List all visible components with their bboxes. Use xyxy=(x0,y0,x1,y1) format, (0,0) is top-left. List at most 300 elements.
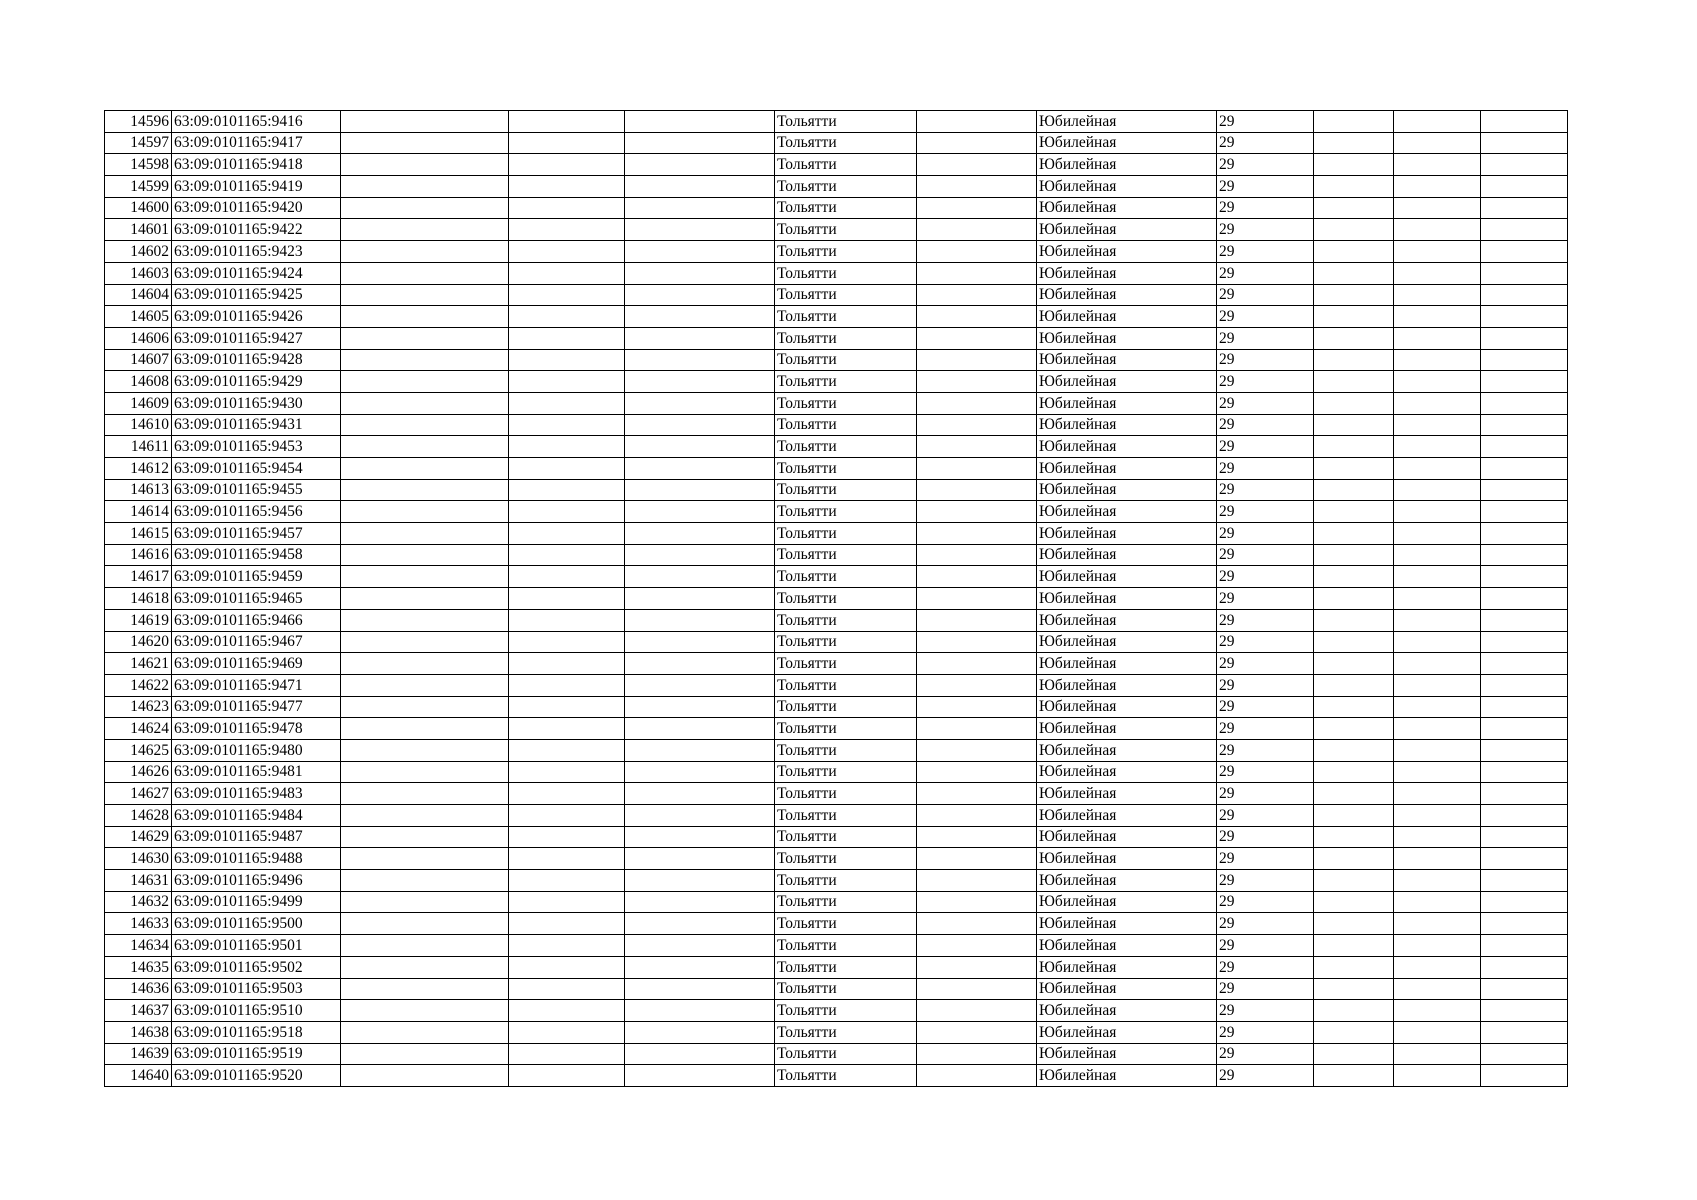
row-number-cell: 14607 xyxy=(105,349,172,371)
city-cell: Тольятти xyxy=(775,219,917,241)
row-number-cell: 14637 xyxy=(105,1000,172,1022)
empty-cell xyxy=(1394,501,1481,523)
empty-cell xyxy=(509,653,625,675)
house-number-cell: 29 xyxy=(1217,544,1314,566)
empty-cell xyxy=(509,306,625,328)
empty-cell xyxy=(1394,631,1481,653)
empty-cell xyxy=(1481,609,1568,631)
cadastral-number-cell: 63:09:0101165:9429 xyxy=(172,371,341,393)
empty-cell xyxy=(625,197,775,219)
row-number-cell: 14611 xyxy=(105,436,172,458)
street-cell: Юбилейная xyxy=(1037,197,1217,219)
empty-cell xyxy=(1314,501,1394,523)
empty-cell xyxy=(509,111,625,133)
table-row xyxy=(105,436,1568,458)
street-cell: Юбилейная xyxy=(1037,588,1217,610)
table-row xyxy=(105,111,1568,133)
row-number-cell: 14604 xyxy=(105,284,172,306)
row-number-cell: 14610 xyxy=(105,414,172,436)
table-row xyxy=(105,544,1568,566)
empty-cell xyxy=(1394,436,1481,458)
empty-cell xyxy=(1481,219,1568,241)
street-cell: Юбилейная xyxy=(1037,848,1217,870)
empty-cell xyxy=(341,783,509,805)
empty-cell xyxy=(1394,219,1481,241)
house-number-cell: 29 xyxy=(1217,761,1314,783)
street-cell: Юбилейная xyxy=(1037,371,1217,393)
street-cell: Юбилейная xyxy=(1037,111,1217,133)
empty-cell xyxy=(341,631,509,653)
empty-cell xyxy=(1394,609,1481,631)
city-cell: Тольятти xyxy=(775,479,917,501)
empty-cell xyxy=(1394,154,1481,176)
empty-cell xyxy=(625,1021,775,1043)
empty-cell xyxy=(917,848,1037,870)
empty-cell xyxy=(625,761,775,783)
empty-cell xyxy=(1314,523,1394,545)
empty-cell xyxy=(1481,956,1568,978)
empty-cell xyxy=(1394,826,1481,848)
row-number-cell: 14617 xyxy=(105,566,172,588)
house-number-cell: 29 xyxy=(1217,111,1314,133)
street-cell: Юбилейная xyxy=(1037,436,1217,458)
house-number-cell: 29 xyxy=(1217,523,1314,545)
empty-cell xyxy=(625,241,775,263)
cadastral-number-cell: 63:09:0101165:9483 xyxy=(172,783,341,805)
empty-cell xyxy=(1481,978,1568,1000)
empty-cell xyxy=(625,154,775,176)
empty-cell xyxy=(1481,566,1568,588)
empty-cell xyxy=(1314,848,1394,870)
empty-cell xyxy=(1314,458,1394,480)
empty-cell xyxy=(1394,371,1481,393)
empty-cell xyxy=(625,783,775,805)
house-number-cell: 29 xyxy=(1217,978,1314,1000)
street-cell: Юбилейная xyxy=(1037,718,1217,740)
empty-cell xyxy=(509,479,625,501)
street-cell: Юбилейная xyxy=(1037,826,1217,848)
empty-cell xyxy=(509,696,625,718)
house-number-cell: 29 xyxy=(1217,739,1314,761)
empty-cell xyxy=(625,436,775,458)
empty-cell xyxy=(917,935,1037,957)
empty-cell xyxy=(341,132,509,154)
empty-cell xyxy=(625,1000,775,1022)
empty-cell xyxy=(341,1065,509,1087)
empty-cell xyxy=(341,241,509,263)
empty-cell xyxy=(1481,1043,1568,1065)
empty-cell xyxy=(509,523,625,545)
empty-cell xyxy=(509,197,625,219)
house-number-cell: 29 xyxy=(1217,1065,1314,1087)
empty-cell xyxy=(1481,783,1568,805)
city-cell: Тольятти xyxy=(775,826,917,848)
table-row xyxy=(105,805,1568,827)
empty-cell xyxy=(1481,761,1568,783)
empty-cell xyxy=(917,805,1037,827)
city-cell: Тольятти xyxy=(775,935,917,957)
street-cell: Юбилейная xyxy=(1037,805,1217,827)
empty-cell xyxy=(1314,1021,1394,1043)
empty-cell xyxy=(1394,306,1481,328)
empty-cell xyxy=(509,262,625,284)
row-number-cell: 14621 xyxy=(105,653,172,675)
empty-cell xyxy=(1481,696,1568,718)
empty-cell xyxy=(1314,739,1394,761)
empty-cell xyxy=(341,154,509,176)
empty-cell xyxy=(509,1021,625,1043)
empty-cell xyxy=(625,284,775,306)
row-number-cell: 14596 xyxy=(105,111,172,133)
empty-cell xyxy=(917,631,1037,653)
empty-cell xyxy=(509,566,625,588)
street-cell: Юбилейная xyxy=(1037,609,1217,631)
empty-cell xyxy=(625,913,775,935)
table-row xyxy=(105,306,1568,328)
empty-cell xyxy=(1314,718,1394,740)
empty-cell xyxy=(1481,392,1568,414)
empty-cell xyxy=(625,371,775,393)
row-number-cell: 14602 xyxy=(105,241,172,263)
cadastral-number-cell: 63:09:0101165:9496 xyxy=(172,870,341,892)
row-number-cell: 14601 xyxy=(105,219,172,241)
street-cell: Юбилейная xyxy=(1037,978,1217,1000)
empty-cell xyxy=(917,696,1037,718)
empty-cell xyxy=(1314,956,1394,978)
empty-cell xyxy=(625,609,775,631)
row-number-cell: 14630 xyxy=(105,848,172,870)
empty-cell xyxy=(1481,870,1568,892)
house-number-cell: 29 xyxy=(1217,501,1314,523)
empty-cell xyxy=(1481,197,1568,219)
empty-cell xyxy=(341,718,509,740)
street-cell: Юбилейная xyxy=(1037,1021,1217,1043)
city-cell: Тольятти xyxy=(775,848,917,870)
row-number-cell: 14632 xyxy=(105,891,172,913)
empty-cell xyxy=(1314,826,1394,848)
empty-cell xyxy=(1314,805,1394,827)
empty-cell xyxy=(625,501,775,523)
city-cell: Тольятти xyxy=(775,696,917,718)
empty-cell xyxy=(917,674,1037,696)
empty-cell xyxy=(1314,241,1394,263)
empty-cell xyxy=(917,544,1037,566)
house-number-cell: 29 xyxy=(1217,262,1314,284)
house-number-cell: 29 xyxy=(1217,349,1314,371)
city-cell: Тольятти xyxy=(775,284,917,306)
empty-cell xyxy=(917,913,1037,935)
empty-cell xyxy=(1314,197,1394,219)
empty-cell xyxy=(1481,327,1568,349)
empty-cell xyxy=(1481,479,1568,501)
street-cell: Юбилейная xyxy=(1037,544,1217,566)
empty-cell xyxy=(917,718,1037,740)
street-cell: Юбилейная xyxy=(1037,696,1217,718)
row-number-cell: 14597 xyxy=(105,132,172,154)
empty-cell xyxy=(341,826,509,848)
empty-cell xyxy=(341,327,509,349)
house-number-cell: 29 xyxy=(1217,219,1314,241)
empty-cell xyxy=(1481,349,1568,371)
city-cell: Тольятти xyxy=(775,588,917,610)
empty-cell xyxy=(917,154,1037,176)
empty-cell xyxy=(625,544,775,566)
empty-cell xyxy=(341,349,509,371)
row-number-cell: 14613 xyxy=(105,479,172,501)
empty-cell xyxy=(1394,653,1481,675)
empty-cell xyxy=(917,176,1037,198)
empty-cell xyxy=(1394,956,1481,978)
city-cell: Тольятти xyxy=(775,306,917,328)
empty-cell xyxy=(1394,978,1481,1000)
empty-cell xyxy=(1314,609,1394,631)
empty-cell xyxy=(509,1043,625,1065)
city-cell: Тольятти xyxy=(775,956,917,978)
empty-cell xyxy=(509,176,625,198)
empty-cell xyxy=(1394,870,1481,892)
empty-cell xyxy=(625,739,775,761)
row-number-cell: 14636 xyxy=(105,978,172,1000)
empty-cell xyxy=(509,913,625,935)
table-row xyxy=(105,523,1568,545)
city-cell: Тольятти xyxy=(775,739,917,761)
empty-cell xyxy=(917,1065,1037,1087)
empty-cell xyxy=(1394,458,1481,480)
city-cell: Тольятти xyxy=(775,1021,917,1043)
empty-cell xyxy=(917,392,1037,414)
empty-cell xyxy=(1314,284,1394,306)
table-row xyxy=(105,870,1568,892)
cadastral-number-cell: 63:09:0101165:9500 xyxy=(172,913,341,935)
house-number-cell: 29 xyxy=(1217,436,1314,458)
empty-cell xyxy=(341,1021,509,1043)
empty-cell xyxy=(1314,935,1394,957)
empty-cell xyxy=(1394,588,1481,610)
empty-cell xyxy=(917,111,1037,133)
table-row xyxy=(105,935,1568,957)
row-number-cell: 14629 xyxy=(105,826,172,848)
row-number-cell: 14600 xyxy=(105,197,172,219)
empty-cell xyxy=(1481,544,1568,566)
empty-cell xyxy=(1481,1065,1568,1087)
city-cell: Тольятти xyxy=(775,891,917,913)
cadastral-number-cell: 63:09:0101165:9519 xyxy=(172,1043,341,1065)
empty-cell xyxy=(341,414,509,436)
empty-cell xyxy=(1314,111,1394,133)
empty-cell xyxy=(1394,848,1481,870)
empty-cell xyxy=(917,566,1037,588)
empty-cell xyxy=(341,739,509,761)
empty-cell xyxy=(917,327,1037,349)
empty-cell xyxy=(1481,826,1568,848)
empty-cell xyxy=(917,501,1037,523)
empty-cell xyxy=(341,674,509,696)
empty-cell xyxy=(1481,284,1568,306)
empty-cell xyxy=(1481,154,1568,176)
house-number-cell: 29 xyxy=(1217,870,1314,892)
empty-cell xyxy=(625,414,775,436)
empty-cell xyxy=(917,1021,1037,1043)
cadastral-number-cell: 63:09:0101165:9454 xyxy=(172,458,341,480)
empty-cell xyxy=(1394,197,1481,219)
table-row xyxy=(105,219,1568,241)
empty-cell xyxy=(1394,739,1481,761)
house-number-cell: 29 xyxy=(1217,327,1314,349)
house-number-cell: 29 xyxy=(1217,566,1314,588)
empty-cell xyxy=(625,392,775,414)
cadastral-number-cell: 63:09:0101165:9487 xyxy=(172,826,341,848)
table-row xyxy=(105,1043,1568,1065)
city-cell: Тольятти xyxy=(775,783,917,805)
empty-cell xyxy=(341,479,509,501)
street-cell: Юбилейная xyxy=(1037,1043,1217,1065)
table-row xyxy=(105,392,1568,414)
city-cell: Тольятти xyxy=(775,1065,917,1087)
empty-cell xyxy=(917,978,1037,1000)
street-cell: Юбилейная xyxy=(1037,1000,1217,1022)
empty-cell xyxy=(1481,718,1568,740)
empty-cell xyxy=(625,978,775,1000)
house-number-cell: 29 xyxy=(1217,176,1314,198)
table-row xyxy=(105,566,1568,588)
table-row xyxy=(105,956,1568,978)
city-cell: Тольятти xyxy=(775,392,917,414)
empty-cell xyxy=(509,848,625,870)
row-number-cell: 14609 xyxy=(105,392,172,414)
house-number-cell: 29 xyxy=(1217,1043,1314,1065)
empty-cell xyxy=(1314,631,1394,653)
empty-cell xyxy=(509,1000,625,1022)
street-cell: Юбилейная xyxy=(1037,1065,1217,1087)
city-cell: Тольятти xyxy=(775,501,917,523)
cadastral-number-cell: 63:09:0101165:9481 xyxy=(172,761,341,783)
row-number-cell: 14599 xyxy=(105,176,172,198)
house-number-cell: 29 xyxy=(1217,696,1314,718)
empty-cell xyxy=(1481,306,1568,328)
empty-cell xyxy=(509,501,625,523)
empty-cell xyxy=(509,349,625,371)
empty-cell xyxy=(625,306,775,328)
street-cell: Юбилейная xyxy=(1037,891,1217,913)
empty-cell xyxy=(917,761,1037,783)
empty-cell xyxy=(625,696,775,718)
empty-cell xyxy=(509,826,625,848)
table-row xyxy=(105,826,1568,848)
cadastral-number-cell: 63:09:0101165:9425 xyxy=(172,284,341,306)
house-number-cell: 29 xyxy=(1217,783,1314,805)
empty-cell xyxy=(917,306,1037,328)
empty-cell xyxy=(1394,1043,1481,1065)
city-cell: Тольятти xyxy=(775,1043,917,1065)
city-cell: Тольятти xyxy=(775,241,917,263)
empty-cell xyxy=(625,826,775,848)
empty-cell xyxy=(341,566,509,588)
cadastral-number-cell: 63:09:0101165:9469 xyxy=(172,653,341,675)
row-number-cell: 14605 xyxy=(105,306,172,328)
empty-cell xyxy=(1314,176,1394,198)
empty-cell xyxy=(1481,523,1568,545)
empty-cell xyxy=(625,132,775,154)
row-number-cell: 14625 xyxy=(105,739,172,761)
cadastral-number-cell: 63:09:0101165:9424 xyxy=(172,262,341,284)
table-row xyxy=(105,349,1568,371)
street-cell: Юбилейная xyxy=(1037,349,1217,371)
empty-cell xyxy=(509,544,625,566)
table-row xyxy=(105,913,1568,935)
cadastral-number-cell: 63:09:0101165:9518 xyxy=(172,1021,341,1043)
empty-cell xyxy=(1481,913,1568,935)
empty-cell xyxy=(1314,913,1394,935)
row-number-cell: 14628 xyxy=(105,805,172,827)
cadastral-number-cell: 63:09:0101165:9418 xyxy=(172,154,341,176)
cadastral-number-cell: 63:09:0101165:9457 xyxy=(172,523,341,545)
house-number-cell: 29 xyxy=(1217,935,1314,957)
empty-cell xyxy=(625,479,775,501)
empty-cell xyxy=(1481,501,1568,523)
empty-cell xyxy=(341,913,509,935)
street-cell: Юбилейная xyxy=(1037,935,1217,957)
empty-cell xyxy=(1314,696,1394,718)
empty-cell xyxy=(509,392,625,414)
empty-cell xyxy=(625,631,775,653)
row-number-cell: 14626 xyxy=(105,761,172,783)
empty-cell xyxy=(1481,739,1568,761)
table-row xyxy=(105,674,1568,696)
cadastral-number-cell: 63:09:0101165:9419 xyxy=(172,176,341,198)
street-cell: Юбилейная xyxy=(1037,761,1217,783)
cadastral-number-cell: 63:09:0101165:9426 xyxy=(172,306,341,328)
empty-cell xyxy=(341,436,509,458)
empty-cell xyxy=(509,284,625,306)
empty-cell xyxy=(1314,653,1394,675)
city-cell: Тольятти xyxy=(775,197,917,219)
table-row xyxy=(105,176,1568,198)
empty-cell xyxy=(625,848,775,870)
table-row xyxy=(105,718,1568,740)
empty-cell xyxy=(1481,111,1568,133)
city-cell: Тольятти xyxy=(775,718,917,740)
city-cell: Тольятти xyxy=(775,978,917,1000)
empty-cell xyxy=(341,501,509,523)
data-table xyxy=(104,110,1568,1087)
house-number-cell: 29 xyxy=(1217,458,1314,480)
table-row xyxy=(105,241,1568,263)
table-row xyxy=(105,761,1568,783)
empty-cell xyxy=(1314,870,1394,892)
empty-cell xyxy=(1394,696,1481,718)
row-number-cell: 14603 xyxy=(105,262,172,284)
table-row xyxy=(105,154,1568,176)
empty-cell xyxy=(917,284,1037,306)
empty-cell xyxy=(1481,1021,1568,1043)
empty-cell xyxy=(1314,306,1394,328)
row-number-cell: 14619 xyxy=(105,609,172,631)
empty-cell xyxy=(1314,392,1394,414)
empty-cell xyxy=(1314,436,1394,458)
empty-cell xyxy=(509,718,625,740)
empty-cell xyxy=(1394,718,1481,740)
empty-cell xyxy=(341,1043,509,1065)
empty-cell xyxy=(917,891,1037,913)
empty-cell xyxy=(509,956,625,978)
empty-cell xyxy=(917,262,1037,284)
house-number-cell: 29 xyxy=(1217,154,1314,176)
city-cell: Тольятти xyxy=(775,414,917,436)
row-number-cell: 14633 xyxy=(105,913,172,935)
empty-cell xyxy=(509,1065,625,1087)
row-number-cell: 14612 xyxy=(105,458,172,480)
house-number-cell: 29 xyxy=(1217,284,1314,306)
